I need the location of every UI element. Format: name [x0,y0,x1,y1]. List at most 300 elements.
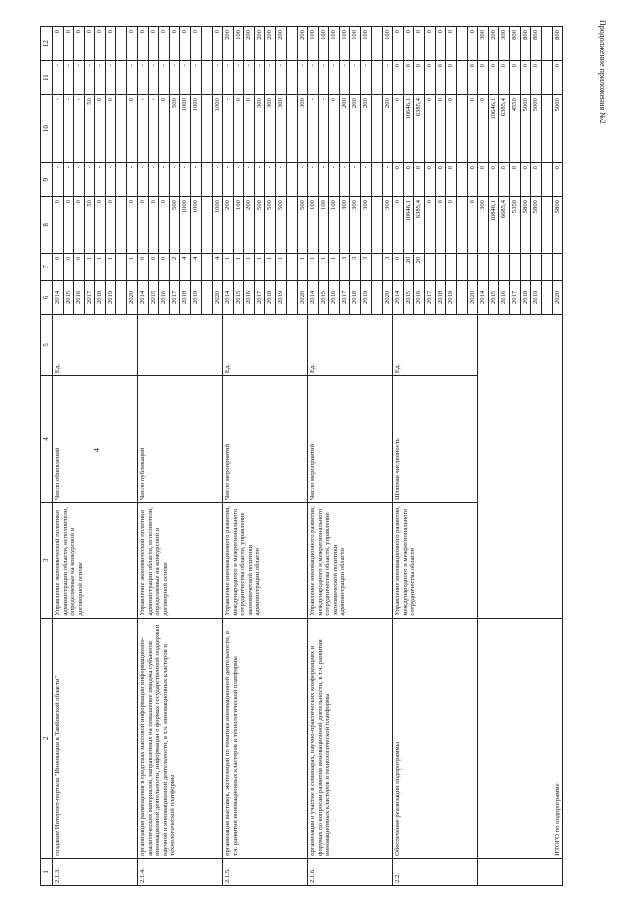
spacer-cell [371,197,382,254]
indicator-value-cell: 1 [95,253,106,280]
total-cost-cell: 5800 [531,197,542,254]
indicator-value-cell: 0 [53,253,64,280]
indicator-value-cell [446,253,457,280]
federal-budget-cell: - [244,163,255,197]
local-budget-cell: - [84,61,95,95]
other-sources-cell: 0 [180,27,191,61]
year-cell: 2017 [424,280,435,314]
year-cell: 2017 [254,280,265,314]
year-cell: 2020 [127,280,138,314]
spacer-cell [456,27,467,61]
indicator-value-cell: 2 [169,253,180,280]
local-budget-cell: - [361,61,372,95]
regional-budget-cell: 200 [350,95,361,163]
spacer-cell [286,280,297,314]
indicator-value-cell: 3 [350,253,361,280]
local-budget-cell: 0 [509,61,520,95]
indicator-value-cell [520,253,531,280]
total-cost-cell: 500 [297,197,308,254]
measure-code-cell: 2.2. [393,858,478,885]
federal-budget-cell: 0 [509,163,520,197]
regional-budget-cell: 0 [159,95,170,163]
other-sources-cell: 100 [350,27,361,61]
local-budget-cell: - [138,61,149,95]
year-cell: 2015 [403,280,414,314]
total-cost-cell: 1000 [180,197,191,254]
total-cost-cell: 100 [308,197,319,254]
federal-budget-cell: - [329,163,340,197]
other-sources-cell: 0 [446,27,457,61]
federal-budget-cell: - [233,163,244,197]
regional-budget-cell: - [138,95,149,163]
regional-budget-cell: 200 [382,95,393,163]
local-budget-cell: 0 [499,61,510,95]
spacer-cell [456,61,467,95]
indicator-value-cell: 1 [105,253,116,280]
local-budget-cell: - [223,61,234,95]
table-row [308,27,319,886]
other-sources-cell: 0 [414,27,425,61]
total-cost-cell: 0 [446,197,457,254]
spacer-cell [371,163,382,197]
total-cost-cell: 300 [361,197,372,254]
executor-cell: Управление инновационного развития, международного и межрегионального сотрудничества области, управление экономической политики администрации области [223,503,308,619]
regional-budget-cell: 300 [275,95,286,163]
other-sources-cell: 0 [148,27,159,61]
federal-budget-cell: - [339,163,350,197]
regional-budget-cell: - [148,95,159,163]
year-cell: 2017 [509,280,520,314]
total-cost-cell: 0 [424,197,435,254]
header-cell: 8 [41,197,53,254]
indicator-value-cell: 1 [308,253,319,280]
year-cell: 2020 [552,280,563,314]
total-cost-cell: 500 [254,197,265,254]
spacer-cell [286,95,297,163]
other-sources-cell: 0 [190,27,201,61]
local-budget-cell: - [148,61,159,95]
federal-budget-cell: 0 [403,163,414,197]
federal-budget-cell: - [212,163,223,197]
total-cost-cell: 5800 [552,197,563,254]
year-cell: 2016 [499,280,510,314]
regional-budget-cell: 300 [297,95,308,163]
unit-cell: Ед. [393,314,478,375]
spacer-cell [456,95,467,163]
indicator-value-cell [467,253,478,280]
other-sources-cell: 0 [212,27,223,61]
rotated-table-sheet [40,26,634,886]
regional-budget-cell: - [53,95,64,163]
indicator-value-cell: 3 [382,253,393,280]
regional-budget-cell: 300 [254,95,265,163]
total-cost-cell: 6685,4 [499,197,510,254]
local-budget-cell: 0 [414,61,425,95]
spacer-cell [456,253,467,280]
federal-budget-cell: - [169,163,180,197]
local-budget-cell: 0 [435,61,446,95]
total-cost-cell: 100 [233,197,244,254]
regional-budget-cell: 0 [329,95,340,163]
other-sources-cell: 800 [531,27,542,61]
indicator-name-cell: Число мероприятий [223,376,308,503]
regional-budget-cell: 0 [393,95,404,163]
local-budget-cell: 0 [446,61,457,95]
year-cell: 2017 [84,280,95,314]
total-cost-cell: 300 [478,197,489,254]
other-sources-cell: 0 [159,27,170,61]
total-cost-cell: 300 [382,197,393,254]
header-cell: 11 [41,61,53,95]
spacer-cell [541,280,552,314]
year-cell: 2019 [105,280,116,314]
indicator-value-cell: 1 [84,253,95,280]
executor-cell: Управление экономической политики администрации области, исполнители, определяемые на конкурсной и договорной основе [138,503,223,619]
local-budget-cell: - [233,61,244,95]
federal-budget-cell: - [223,163,234,197]
local-budget-cell: - [308,61,319,95]
unit-cell [138,314,223,375]
other-sources-cell: 0 [138,27,149,61]
other-sources-cell: 0 [467,27,478,61]
year-cell: 2015 [488,280,499,314]
indicator-value-cell: 20 [403,253,414,280]
year-cell: 2015 [233,280,244,314]
local-budget-cell: 0 [424,61,435,95]
table-row [53,27,64,886]
local-budget-cell: - [159,61,170,95]
federal-budget-cell: - [350,163,361,197]
executor-cell: Управление инновационного развития, международного и межрегионального сотрудничества области [393,503,478,619]
local-budget-cell: - [190,61,201,95]
spacer-cell [116,27,127,61]
year-cell: 2014 [223,280,234,314]
total-cost-cell: 0 [393,197,404,254]
page-number: 4 [92,448,101,452]
spacer-cell [541,27,552,61]
spacer-cell [286,61,297,95]
spacer-cell [371,95,382,163]
header-cell: 2 [41,618,53,858]
other-sources-cell: 200 [297,27,308,61]
indicator-value-cell: 4 [212,253,223,280]
indicator-value-cell [509,253,520,280]
regional-budget-cell: - [74,95,85,163]
column-number-row [41,27,53,886]
total-cost-cell: 200 [223,197,234,254]
regional-budget-cell: 0 [127,95,138,163]
local-budget-cell: - [350,61,361,95]
spacer-cell [116,61,127,95]
year-cell: 2016 [329,280,340,314]
other-sources-cell: 200 [244,27,255,61]
year-cell: 2015 [63,280,74,314]
local-budget-cell: 0 [478,61,489,95]
local-budget-cell: 0 [520,61,531,95]
local-budget-cell: - [329,61,340,95]
total-cost-cell: 500 [169,197,180,254]
other-sources-cell: 0 [393,27,404,61]
regional-budget-cell: 5000 [520,95,531,163]
year-cell: 2014 [308,280,319,314]
federal-budget-cell: 0 [435,163,446,197]
table-row [138,27,149,886]
regional-budget-cell: 50 [84,95,95,163]
federal-budget-cell: - [318,163,329,197]
measure-name-cell: организация размещения в средствах массовой информации информационно-аналитических материалов, направленных на повышение имиджа субъектов инновационной деятельности, информации о формах государственной поддержки научной и инновационной деятельности, в т.ч. инновационных кластеров и технологической платформы [138,618,223,858]
total-cost-cell: 0 [127,197,138,254]
table-row [223,27,234,886]
year-cell: 2016 [159,280,170,314]
total-cost-cell: 10646,1 [403,197,414,254]
measure-name-cell: создание Интернет-портала "Инновации в Тамбовской области" [53,618,138,858]
indicator-value-cell: 3 [361,253,372,280]
spacer-cell [116,280,127,314]
federal-budget-cell: - [95,163,106,197]
year-cell: 2016 [414,280,425,314]
spacer-cell [371,27,382,61]
other-sources-cell: 800 [520,27,531,61]
local-budget-cell: - [169,61,180,95]
executor-cell: Управление инновационного развития, международного и межрегионального сотрудничества области, управление экономической политики администрации области [308,503,393,619]
spacer-cell [541,163,552,197]
year-cell: 2015 [318,280,329,314]
total-cost-cell: 100 [318,197,329,254]
federal-budget-cell: 0 [499,163,510,197]
federal-budget-cell: 0 [446,163,457,197]
regional-budget-cell: 0 [478,95,489,163]
itogo-blank-cell [478,314,563,618]
total-cost-cell: 0 [74,197,85,254]
itogo-label-cell: ИТОГО по подпрограмме [478,618,563,858]
year-cell: 2019 [531,280,542,314]
federal-budget-cell: - [254,163,265,197]
other-sources-cell: 100 [329,27,340,61]
regional-budget-cell: - [63,95,74,163]
year-cell: 2019 [361,280,372,314]
indicator-value-cell: 1 [265,253,276,280]
indicator-value-cell: 0 [393,253,404,280]
local-budget-cell: - [180,61,191,95]
total-cost-cell: 100 [329,197,340,254]
indicator-value-cell [499,253,510,280]
table-row [393,27,404,886]
spacer-cell [286,253,297,280]
year-cell: 2015 [148,280,159,314]
regional-budget-cell: 0 [105,95,116,163]
measure-name-cell: организация и участие в семинарах, научно-практических конференциях и форумах по вопросам развития инновационной деятельности, в т.ч. развития инновационных кластеров и технологической платформы [308,618,393,858]
local-budget-cell: 0 [467,61,478,95]
indicator-name-cell: Штатная численность [393,376,478,503]
regional-budget-cell: 10646,1 [403,95,414,163]
regional-budget-cell: 0 [244,95,255,163]
other-sources-cell: 0 [403,27,414,61]
year-cell: 2019 [190,280,201,314]
spacer-cell [541,197,552,254]
year-cell: 2014 [138,280,149,314]
header-cell: 12 [41,27,53,61]
regional-budget-cell: 0 [446,95,457,163]
indicator-value-cell: 4 [190,253,201,280]
federal-budget-cell: 0 [478,163,489,197]
other-sources-cell: 0 [53,27,64,61]
spacer-cell [116,163,127,197]
measure-code-cell: 2.1.6. [308,858,393,885]
other-sources-cell: 0 [74,27,85,61]
federal-budget-cell: - [297,163,308,197]
total-cost-cell: 0 [53,197,64,254]
total-cost-cell: 0 [467,197,478,254]
year-cell: 2018 [350,280,361,314]
measure-name-cell: организация выставок, экспозиций по тематике инновационной деятельности, в т.ч. развития инновационных кластеров и технологической платформы [223,618,308,858]
indicator-value-cell [488,253,499,280]
federal-budget-cell: - [180,163,191,197]
spacer-cell [541,253,552,280]
regional-budget-cell: 0 [233,95,244,163]
header-cell: 4 [41,376,53,503]
total-cost-cell: 6385,4 [414,197,425,254]
regional-budget-cell: - [308,95,319,163]
other-sources-cell: 200 [254,27,265,61]
other-sources-cell: 200 [223,27,234,61]
year-cell: 2016 [74,280,85,314]
regional-budget-cell: 1000 [190,95,201,163]
spacer-cell [201,27,212,61]
local-budget-cell: 0 [531,61,542,95]
indicator-value-cell [478,253,489,280]
total-cost-cell: 10846,1 [488,197,499,254]
indicator-value-cell [435,253,446,280]
regional-budget-cell: 5000 [531,95,542,163]
regional-budget-cell: 0 [435,95,446,163]
regional-budget-cell: 6385,4 [499,95,510,163]
local-budget-cell: 0 [552,61,563,95]
spacer-cell [456,197,467,254]
year-cell: 2014 [53,280,64,314]
federal-budget-cell: 0 [488,163,499,197]
total-cost-cell: 0 [159,197,170,254]
measure-code-cell: 2.1.3. [53,858,138,885]
spacer-cell [201,95,212,163]
other-sources-cell: 300 [499,27,510,61]
year-cell: 2020 [382,280,393,314]
federal-budget-cell: - [53,163,64,197]
federal-budget-cell: - [63,163,74,197]
other-sources-cell: 100 [382,27,393,61]
year-cell: 2017 [339,280,350,314]
regional-budget-cell: 200 [339,95,350,163]
header-cell: 3 [41,503,53,619]
indicator-name-cell: Число публикаций [138,376,223,503]
indicator-value-cell: 0 [74,253,85,280]
executor-cell: Управление экономической политики администрации области, исполнители, определяемые на конкурсной и договорной основе [53,503,138,619]
indicator-value-cell: 1 [233,253,244,280]
measure-code-cell: 2.1.5. [223,858,308,885]
spacer-cell [201,61,212,95]
indicator-value-cell: 0 [63,253,74,280]
measure-code-cell: 2.1.4. [138,858,223,885]
local-budget-cell: - [382,61,393,95]
year-cell: 2018 [520,280,531,314]
indicator-value-cell: 3 [339,253,350,280]
federal-budget-cell: 0 [520,163,531,197]
local-budget-cell: - [127,61,138,95]
federal-budget-cell: - [190,163,201,197]
federal-budget-cell: - [275,163,286,197]
local-budget-cell: - [254,61,265,95]
federal-budget-cell: - [74,163,85,197]
other-sources-cell: 800 [509,27,520,61]
year-cell: 2020 [467,280,478,314]
spacer-cell [456,163,467,197]
appendix-continuation-label: Продолжение приложения №2 [598,20,607,124]
spacer-cell [116,197,127,254]
indicator-name-cell: Число обновлений [53,376,138,503]
unit-cell: Ед. [53,314,138,375]
indicator-value-cell: 4 [180,253,191,280]
other-sources-cell: 0 [127,27,138,61]
federal-budget-cell: - [138,163,149,197]
indicator-value-cell [424,253,435,280]
year-cell: 2018 [95,280,106,314]
header-cell: 5 [41,314,53,375]
spacer-cell [371,280,382,314]
other-sources-cell: 100 [308,27,319,61]
indicator-value-cell [552,253,563,280]
federal-budget-cell: 0 [393,163,404,197]
federal-budget-cell: - [127,163,138,197]
spacer-cell [201,253,212,280]
local-budget-cell: 0 [393,61,404,95]
indicator-value-cell: 0 [148,253,159,280]
indicator-value-cell: 1 [244,253,255,280]
regional-budget-cell: 1000 [212,95,223,163]
total-cost-cell: 5800 [520,197,531,254]
local-budget-cell: - [53,61,64,95]
other-sources-cell: 0 [84,27,95,61]
total-cost-cell: 0 [435,197,446,254]
other-sources-cell: 200 [275,27,286,61]
indicator-value-cell: 1 [275,253,286,280]
total-cost-cell: 1000 [190,197,201,254]
other-sources-cell: 0 [435,27,446,61]
regional-budget-cell: 6385,4 [414,95,425,163]
indicator-value-cell [531,253,542,280]
unit-cell: Ед. [223,314,308,375]
regional-budget-cell: 5000 [552,95,563,163]
local-budget-cell: - [212,61,223,95]
total-cost-cell: 0 [138,197,149,254]
total-cost-cell: 50 [84,197,95,254]
federal-budget-cell: - [361,163,372,197]
year-cell: 2014 [393,280,404,314]
other-sources-cell: 100 [339,27,350,61]
local-budget-cell: - [95,61,106,95]
indicator-value-cell: 1 [223,253,234,280]
other-sources-cell: 800 [552,27,563,61]
local-budget-cell: 0 [488,61,499,95]
other-sources-cell: 100 [318,27,329,61]
local-budget-cell: 0 [403,61,414,95]
itogo-blank-cell [478,858,563,885]
regional-budget-cell: 4550 [509,95,520,163]
year-cell: 2016 [244,280,255,314]
regional-budget-cell: 500 [169,95,180,163]
spacer-cell [371,253,382,280]
regional-budget-cell: 10646,1 [488,95,499,163]
indicator-value-cell: 0 [138,253,149,280]
regional-budget-cell: 1000 [180,95,191,163]
